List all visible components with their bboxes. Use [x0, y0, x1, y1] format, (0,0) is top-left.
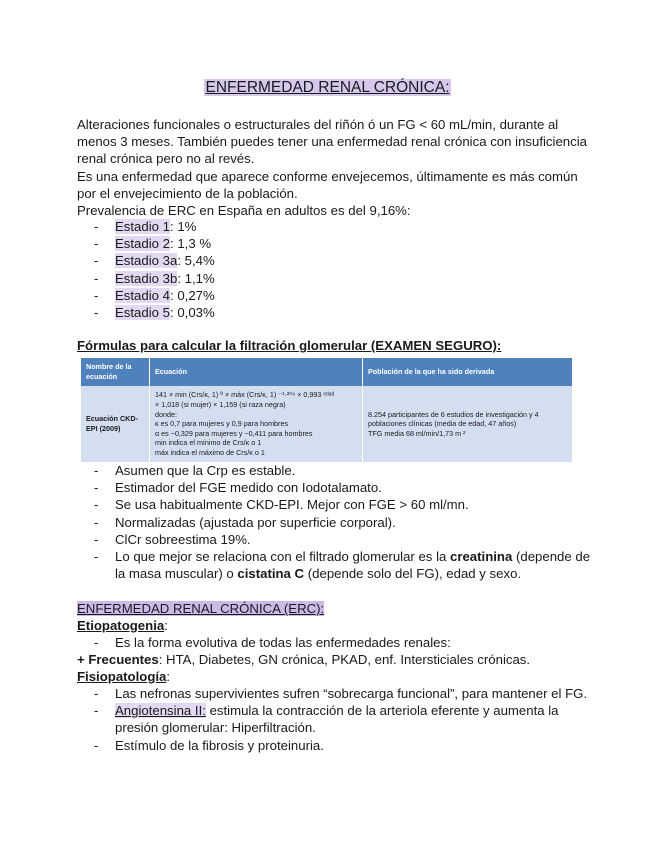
- formulas-heading: Fórmulas para calcular la filtración glomerular (EXAMEN SEGURO):: [77, 338, 502, 353]
- angiotensina-label: Angiotensina II:: [115, 703, 206, 719]
- equation-line: κ es 0,7 para mujeres y 0,9 para hombres: [155, 419, 289, 429]
- fisiopatologia-heading: [77, 668, 170, 685]
- table-header-population: Población de la que ha sido derivada: [363, 358, 573, 386]
- stage-label: Estadio 3b: [115, 270, 178, 286]
- note-text: (depende solo del FG), edad y sexo.: [304, 566, 522, 582]
- list-item: [94, 218, 594, 235]
- population-line: 8.254 participantes de 6 estudios de investigación y 4: [368, 409, 539, 419]
- list-item: - Las nefronas supervivientes sufren “sobrecarga funcional”, para mantener el FG.: [94, 685, 594, 702]
- fisio-label: Fisiopatología: [77, 669, 167, 684]
- stage-value: : 1,1%: [177, 270, 215, 286]
- population-line: TFG media 68 ml/min/1,73 m ²: [368, 428, 466, 438]
- list-item: [94, 702, 594, 736]
- fisio-colon: :: [166, 669, 171, 684]
- equation-line: 141 × min (Crs/κ, 1) ª × máx (Crs/κ, 1) ⁻¹·²⁰⁹ × 0,993 ᵉᵈᵃᵈ: [155, 390, 335, 400]
- list-item: - Estimador del FGE medido con Iodotalamato.: [94, 479, 594, 496]
- intro-line-2: Es una enfermedad que aparece conforme envejecemos, últimamente es más común por el envejecimiento de la población.: [77, 168, 578, 201]
- stage-value: : 1%: [170, 219, 197, 234]
- list-item: - Es la forma evolutiva de todas las enfermedades renales:: [94, 634, 594, 651]
- stage-value: : 0,27%: [170, 287, 215, 303]
- stage-value: : 5,4%: [177, 253, 215, 269]
- intro-paragraph: [77, 116, 587, 219]
- list-item: - Se usa habitualmente CKD-EPI. Mejor con FGE > 60 ml/mn.: [94, 496, 594, 513]
- note-text: (depende de la masa muscular) o: [115, 549, 591, 582]
- creatinina-term: creatinina: [450, 549, 513, 565]
- fisio-list: [94, 685, 594, 754]
- angiotensina-text: estimula la contracción de la arteriola eferente y aumenta la presión glomerular: Hiperfiltración.: [115, 703, 559, 736]
- equation-line: × 1,018 (si mujer) × 1,159 (si raza negra): [155, 400, 286, 410]
- intro-line-1: Alteraciones funcionales o estructurales del riñón ó un FG < 60 mL/min, durante al menos 3 meses. También puedes tener una enfermedad renal crónica con insuficiencia renal crónica pero no al revés.: [77, 117, 587, 167]
- table-row: [81, 386, 573, 462]
- stages-list: [94, 218, 594, 321]
- etio-colon: :: [164, 618, 168, 633]
- equation-table: [81, 358, 573, 462]
- page-title-text: ENFERMEDAD RENAL CRÓNICA:: [205, 79, 450, 96]
- list-item: [94, 287, 594, 304]
- stage-label: Estadio 3a: [115, 253, 178, 269]
- frecuentes-text: : HTA, Diabetes, GN crónica, PKAD, enf. Intersticiales crónicas.: [158, 652, 531, 667]
- intro-line-3: Prevalencia de ERC en España en adultos es del 9,16%:: [77, 203, 411, 219]
- etio-list: [94, 634, 594, 651]
- stage-label: Estadio 4: [115, 287, 170, 303]
- table-header-name: Nombre de la ecuación: [81, 358, 150, 386]
- cistatina-term: cistatina C: [237, 566, 305, 582]
- table-header-row: [81, 358, 573, 386]
- notes-list: [94, 462, 594, 582]
- stage-label: Estadio 5: [115, 305, 170, 321]
- list-item: [94, 304, 594, 321]
- equation-line: máx indica el máximo de Crs/κ o 1: [155, 447, 265, 457]
- stage-label: Estadio 1: [115, 219, 170, 234]
- list-item: [94, 548, 594, 582]
- list-item: [94, 252, 594, 269]
- table-header-equation: Ecuación: [150, 358, 363, 386]
- note-text: Lo que mejor se relaciona con el filtrado glomerular es la: [115, 549, 450, 565]
- etiopatogenia-heading: [77, 617, 168, 634]
- table-cell-equation: [150, 386, 363, 462]
- equation-line: min indica el mínimo de Crs/κ o 1: [155, 438, 262, 448]
- frecuentes-line: [77, 651, 530, 668]
- erc-section-title: [77, 600, 324, 617]
- list-item: - Asumen que la Crp es estable.: [94, 462, 594, 479]
- stage-value: : 1,3 %: [170, 236, 212, 252]
- frecuentes-label: + Frecuentes: [77, 652, 159, 667]
- equation-line: donde:: [155, 409, 177, 419]
- stage-value: : 0,03%: [170, 305, 215, 321]
- list-item: - Estímulo de la fibrosis y proteinuria.: [94, 737, 594, 754]
- list-item: - ClCr sobreestima 19%.: [94, 531, 594, 548]
- table-cell-name: Ecuación CKD-EPI (2009): [81, 386, 150, 462]
- page-title: [0, 78, 655, 98]
- equation-line: α es −0,329 para mujeres y −0,411 para hombres: [155, 428, 313, 438]
- list-item: - Normalizadas (ajustada por superficie corporal).: [94, 514, 594, 531]
- table-cell-population: [363, 386, 573, 462]
- stage-label: Estadio 2: [115, 236, 170, 252]
- erc-title-text: ENFERMEDAD RENAL CRÓNICA (ERC):: [77, 601, 325, 616]
- population-line: poblaciones clínicas (media de edad, 47 años): [368, 419, 517, 429]
- list-item: [94, 235, 594, 252]
- etio-label: Etiopatogenia: [77, 618, 165, 633]
- list-item: [94, 270, 594, 287]
